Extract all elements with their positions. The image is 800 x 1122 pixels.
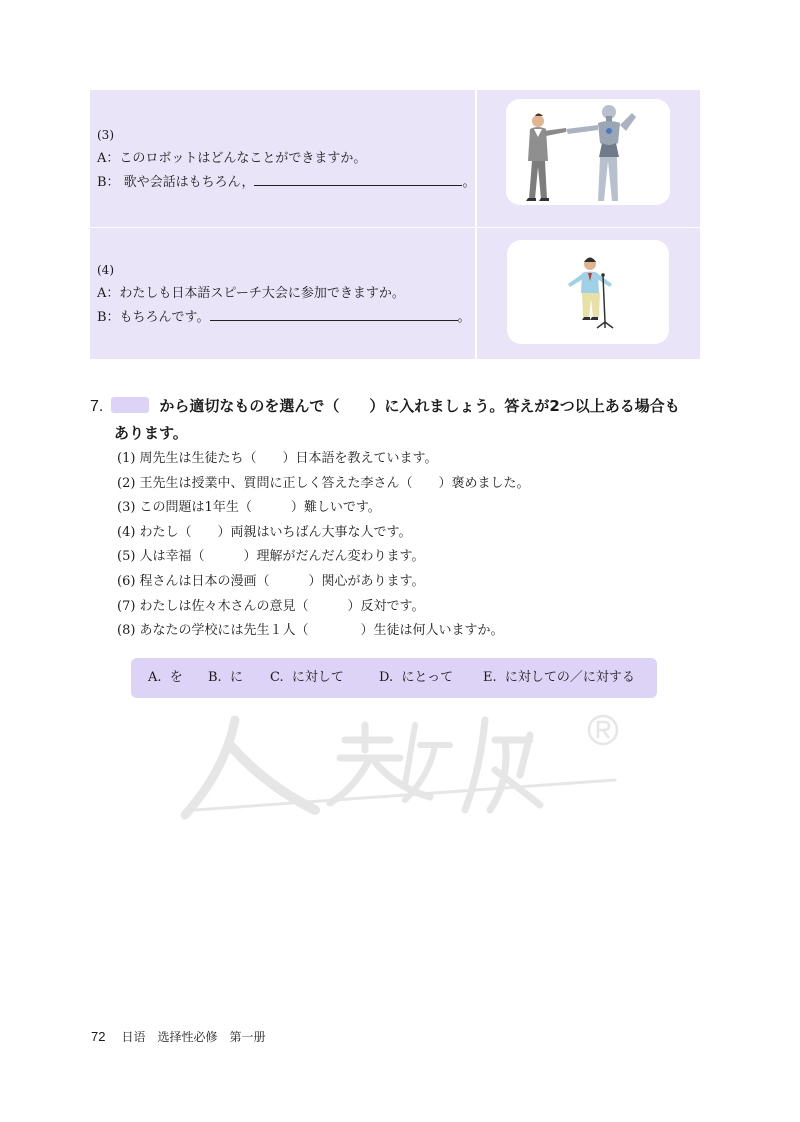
dialogue-line-b xyxy=(97,171,475,195)
student-at-microphone-figure xyxy=(568,258,613,329)
dialogue-line-a: A：このロボットはどんなことができますか。 xyxy=(97,151,367,166)
list-item: (6) 程さんは日本の漫画（ ）関心があります。 xyxy=(117,573,425,589)
question-instruction-cont: あります。 xyxy=(114,424,188,442)
answer-choices-box xyxy=(131,658,657,698)
question-7-line-1 xyxy=(90,393,710,420)
choice-d: D. にとって xyxy=(379,670,454,685)
dialogue-number: (3) xyxy=(97,128,114,142)
list-item: (5) 人は幸福（ ）理解がだんだん変わります。 xyxy=(117,549,425,565)
dialogue-line-b-text: B：もちろんです。 xyxy=(97,310,210,325)
dialogue-table xyxy=(90,90,700,359)
answer-blank xyxy=(210,306,458,321)
row-divider xyxy=(90,227,700,228)
answer-blank xyxy=(254,171,462,186)
list-item: (1) 周先生は生徒たち（ ）日本語を教えています。 xyxy=(117,451,438,466)
list-item: (8) あなたの学校には先生１人（ ）生徒は何人いますか。 xyxy=(117,623,504,639)
dialogue-line-b-text: B： 歌や会話はもちろん， xyxy=(97,175,255,190)
sentence-end: 。 xyxy=(462,175,476,190)
question-number: 7. xyxy=(90,398,104,415)
list-item: (4) わたし（ ）両親はいちばん大事な人です。 xyxy=(117,524,412,540)
dialogue-number: (4) xyxy=(97,263,114,277)
page-footer xyxy=(91,1028,265,1045)
question-7-items xyxy=(117,447,530,644)
choice-box-marker xyxy=(111,397,149,413)
choice-a: A. を xyxy=(148,670,183,685)
publisher-watermark xyxy=(175,700,635,834)
speech-student-image xyxy=(507,240,669,344)
question-7 xyxy=(90,393,710,447)
businessman-figure xyxy=(526,114,566,202)
man-and-robot-image xyxy=(506,99,670,205)
list-item: (2) 王先生は授業中、質問に正しく答えた李さん（ ）褒めました。 xyxy=(117,475,530,491)
dialogue-4 xyxy=(97,258,471,330)
choice-e: E. に対しての／に対する xyxy=(483,670,635,685)
choice-c: C. に対して xyxy=(270,670,344,685)
list-item: (7) わたしは佐々木さんの意見（ ）反対です。 xyxy=(117,598,425,614)
dialogue-3 xyxy=(97,123,475,195)
book-title: 日语 选择性必修 第一册 xyxy=(121,1030,266,1044)
choice-b: B. に xyxy=(208,670,243,685)
humanoid-robot-figure xyxy=(566,105,636,201)
list-item: (3) この問題は1年生（ ）難しいです。 xyxy=(117,500,381,516)
question-instruction: から適切なものを選んで（ ）に入れましょう。答えが2つ以上ある場合も xyxy=(159,397,680,415)
dialogue-line-b xyxy=(97,306,471,330)
sentence-end: 。 xyxy=(457,310,471,325)
page-number: 72 xyxy=(91,1029,106,1044)
dialogue-line-a: A：わたしも日本語スピーチ大会に参加できますか。 xyxy=(97,286,405,301)
